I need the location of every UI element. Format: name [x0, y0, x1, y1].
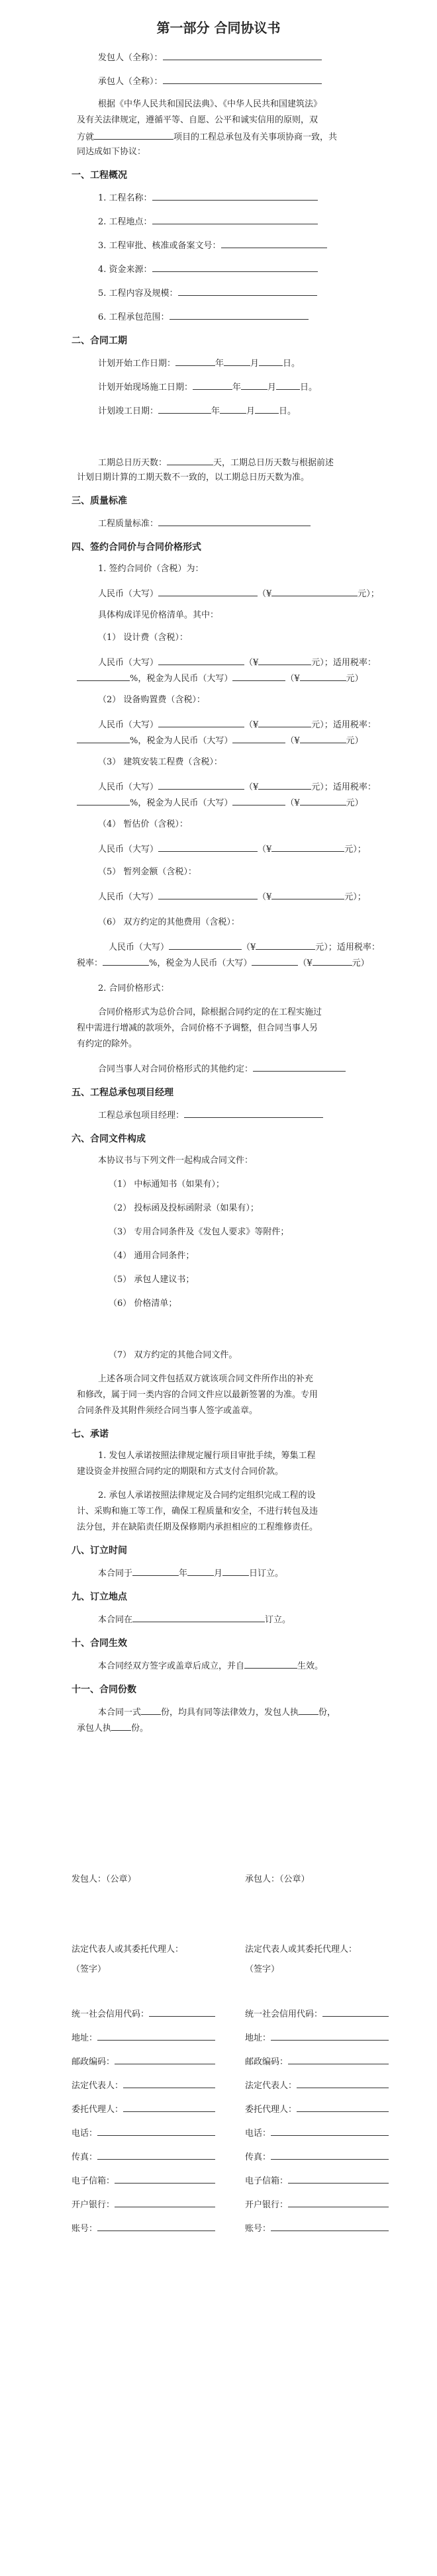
yen-label: （¥: [285, 674, 300, 684]
rate-field[interactable]: [103, 957, 149, 966]
doc-item: （3） 专用合同条件及《发包人要求》等附件；: [109, 1227, 289, 1237]
year-field[interactable]: [132, 1567, 179, 1576]
day-field[interactable]: [255, 405, 279, 414]
s1-item-field[interactable]: [152, 216, 318, 224]
s1-item-label: 6. 工程承包范围：: [98, 312, 170, 322]
field-label: 地址：: [245, 2033, 271, 2043]
yen-label: （¥: [244, 782, 259, 792]
section-10-heading: 十、合同生效: [72, 1638, 127, 1649]
copies-total-field[interactable]: [141, 1706, 161, 1715]
rate-field[interactable]: [77, 735, 130, 743]
tax-yen-field[interactable]: [300, 672, 346, 681]
field-input[interactable]: [123, 2080, 215, 2088]
rmb-big-field[interactable]: [158, 843, 258, 852]
contractor-field-row: [245, 2080, 389, 2092]
yen-label: （¥: [244, 658, 259, 668]
employer-field-row: [72, 2175, 215, 2187]
section-2-heading: 二、合同工期: [72, 336, 127, 346]
employer-label: 发包人（全称）：: [98, 53, 163, 63]
field-label: 法定代表人：: [245, 2081, 297, 2091]
yen-field[interactable]: [258, 657, 311, 665]
day-label: 日。: [279, 406, 297, 416]
contractor-field-row: [245, 2151, 389, 2163]
doc-item: （6） 价格清单；: [109, 1299, 177, 1309]
month-field[interactable]: [187, 1567, 214, 1576]
contractor-field-row: [245, 2175, 389, 2187]
employer-field-row: [72, 2056, 215, 2068]
field-input[interactable]: [288, 2199, 389, 2207]
price-form-other: [98, 1063, 346, 1075]
field-label: 委托代理人：: [72, 2105, 124, 2115]
yen-label: （¥: [258, 589, 272, 599]
doc-item: （1） 中标通知书（如果有）；: [109, 1179, 224, 1189]
quality-line: [98, 518, 311, 529]
month-label: 月: [267, 383, 277, 392]
copies-a: 本合同一式: [98, 1708, 142, 1718]
price-item-6-line: [109, 941, 380, 953]
price-item-4: （4） 暂估价（含税）：: [98, 819, 188, 829]
intro-line-3b: 项目的工程总承包及有关事项协商一致，共: [173, 132, 338, 142]
rmb-big-field[interactable]: [158, 588, 258, 596]
s1-item-field[interactable]: [152, 263, 318, 272]
price-form-label: 2. 合同价格形式：: [98, 984, 170, 993]
contractor-seal: 承包人：（公章）: [245, 1874, 310, 1884]
effect-suffix: 生效。: [297, 1661, 324, 1671]
tax-yen-field[interactable]: [300, 797, 346, 805]
contract-price-line: [98, 588, 379, 600]
sign-place-suffix: 订立。: [265, 1615, 291, 1625]
rate-label: 适用税率：: [332, 782, 376, 792]
intro-line-3a: 方就: [77, 132, 95, 142]
copies-line-2: [77, 1722, 148, 1734]
section-11-heading: 十一、合同份数: [72, 1684, 136, 1695]
s1-item: [98, 216, 318, 228]
employer-field-row: [72, 2008, 215, 2020]
contractor-field-row: [245, 2008, 389, 2020]
rate-label: 适用税率：: [332, 720, 376, 730]
intro-line-3: [77, 131, 337, 143]
rate-label: 适用税率：: [332, 658, 376, 668]
rmb-big-field[interactable]: [158, 657, 244, 665]
month-label: 月: [250, 359, 260, 369]
field-label: 电子信箱：: [72, 2176, 115, 2186]
yen-label: （¥: [285, 736, 300, 746]
s1-item-label: 2. 工程地点：: [98, 217, 152, 227]
s1-item-label: 3. 工程审批、核准或备案文号：: [98, 241, 221, 251]
price-item-2-line: [98, 719, 376, 731]
intro-line-1: 根据《中华人民共和国民法典》、《中华人民共和国建筑法》: [98, 99, 322, 109]
tax-big-field[interactable]: [232, 797, 285, 805]
quality-field[interactable]: [158, 518, 311, 526]
section-6-heading: 六、合同文件构成: [72, 1134, 146, 1144]
page-title: 第一部分 合同协议书: [156, 20, 281, 36]
docs-intro: 本协议书与下列文件一起构成合同文件：: [98, 1156, 254, 1166]
field-input[interactable]: [271, 2032, 389, 2041]
section-1-heading: 一、工程概况: [72, 170, 127, 181]
section-9-heading: 九、订立地点: [72, 1592, 127, 1602]
s1-item-field[interactable]: [152, 192, 318, 201]
pm-line: [98, 1109, 323, 1121]
yuan-label: 元）；: [358, 589, 379, 599]
price-item-6-tax: [77, 957, 369, 969]
field-input[interactable]: [288, 2175, 389, 2184]
pm-label: 工程总承包项目经理：: [98, 1111, 185, 1121]
field-input[interactable]: [297, 2103, 389, 2112]
promise-2-line-2: 计、采购和施工等工作，确保工程质量和安全，不进行转包及违: [77, 1506, 318, 1516]
year-label: 年: [215, 359, 224, 369]
tax-text: %，税金为人民币（大写）: [130, 736, 233, 746]
tax-big-field[interactable]: [232, 672, 285, 681]
field-label: 账号：: [72, 2224, 98, 2234]
contractor-rep: 法定代表人或其委托代理人：: [245, 1945, 358, 1955]
sign-place-line: [98, 1614, 291, 1626]
yuan-label: 元）；: [311, 658, 333, 668]
month-field[interactable]: [224, 357, 250, 366]
price-item-1-tax: [77, 672, 364, 684]
doc-item: （7） 双方约定的其他合同文件。: [109, 1350, 238, 1360]
day-label: 日。: [300, 383, 318, 392]
header-contractor: [98, 75, 322, 87]
tax-text: %，税金为人民币（大写）: [149, 958, 252, 968]
yen-field[interactable]: [256, 941, 315, 950]
price-form-line-1: 合同价格形式为总价合同，除根据合同约定的在工程实施过: [98, 1007, 322, 1017]
employer-sig: （签字）: [72, 1964, 107, 1974]
field-label: 开户银行：: [245, 2200, 289, 2210]
effect-field[interactable]: [244, 1660, 297, 1669]
total-days-label: 工期总日历天数：: [98, 458, 168, 468]
yen-field[interactable]: [258, 719, 311, 727]
quality-label: 工程质量标准：: [98, 519, 159, 529]
price-item-3-tax: [77, 797, 364, 809]
contractor-field-row: [245, 2199, 389, 2211]
promise-2-line-3: 法分包，并在缺陷责任期及保修期内承担相应的工程维修责任。: [77, 1522, 318, 1532]
month-label: 月: [214, 1569, 223, 1579]
s1-item: [98, 192, 318, 204]
month-field[interactable]: [241, 381, 267, 390]
copies-contractor-field[interactable]: [111, 1722, 131, 1731]
field-label: 账号：: [245, 2224, 271, 2234]
price-item-4-line: [98, 843, 366, 855]
intro-line-4: 同达成如下协议：: [77, 147, 146, 157]
docs-para-1: 上述各项合同文件包括双方就该项合同文件所作出的补充: [98, 1374, 314, 1384]
year-field[interactable]: [158, 405, 211, 414]
s1-item-label: 5. 工程内容及规模：: [98, 289, 178, 299]
employer-field-row: [72, 2080, 215, 2092]
price-item-3-line: [98, 781, 376, 793]
yuan-label: 元）；: [344, 892, 366, 902]
promise-1-line-2: 建设资金并按照合同约定的期限和方式支付合同价款。: [77, 1467, 284, 1477]
copies-d: 承包人执: [77, 1724, 112, 1733]
field-input[interactable]: [115, 2199, 215, 2207]
contractor-label: 承包人（全称）：: [98, 77, 163, 87]
total-days-line-2: 计划日期计算的工期天数不一致的，以工期总日历天数为准。: [77, 473, 310, 483]
copies-e: 份。: [131, 1724, 149, 1733]
rmb-big-field[interactable]: [158, 781, 244, 790]
total-days-text: 天，工期总日历天数与根据前述: [213, 458, 334, 468]
day-field[interactable]: [222, 1567, 249, 1576]
header-employer: [98, 52, 322, 64]
rmb-big-field[interactable]: [158, 719, 244, 727]
month-field[interactable]: [220, 405, 246, 414]
field-input[interactable]: [297, 2080, 389, 2088]
doc-item: （4） 通用合同条件；: [109, 1251, 195, 1261]
total-days-field[interactable]: [167, 457, 213, 465]
s1-item-label: 4. 资金来源：: [98, 265, 152, 275]
tax-text: %，税金为人民币（大写）: [130, 798, 233, 808]
contractor-field-row: [245, 2223, 389, 2234]
finish-date-line: [98, 405, 296, 417]
price-form-other-field[interactable]: [253, 1063, 346, 1072]
rate-label: 适用税率：: [336, 943, 380, 952]
rmb-big-field[interactable]: [158, 891, 258, 899]
yuan-label: 元）: [352, 958, 369, 968]
yen-label: （¥: [244, 720, 259, 730]
rate-field[interactable]: [77, 797, 130, 805]
tax-yen-field[interactable]: [313, 957, 352, 966]
contractor-sig: （签字）: [245, 1964, 280, 1974]
tax-big-field[interactable]: [252, 957, 298, 966]
yen-label: （¥: [258, 892, 272, 902]
rmb-big-label: 人民币（大写）: [98, 658, 159, 668]
price-form-other-label: 合同当事人对合同价格形式的其他约定：: [98, 1064, 254, 1074]
field-input[interactable]: [97, 2151, 215, 2160]
field-label: 邮政编码：: [245, 2057, 289, 2067]
field-label: 开户银行：: [72, 2200, 115, 2210]
field-input[interactable]: [288, 2056, 389, 2064]
field-label: 法定代表人：: [72, 2081, 124, 2091]
field-input[interactable]: [97, 2032, 215, 2041]
s1-item-label: 1. 工程名称：: [98, 193, 152, 203]
year-label: 年: [232, 383, 242, 392]
price-form-line-2: 程中需进行增减的款项外，合同价格不予调整，但合同当事人另: [77, 1023, 318, 1033]
employer-field-row: [72, 2223, 215, 2234]
yuan-label: 元）；: [311, 720, 333, 730]
promise-2-line-1: 2. 承包人承诺按照法律规定及合同约定组织完成工程的设: [98, 1491, 316, 1500]
yuan-label: 元）；: [315, 943, 337, 952]
contractor-field[interactable]: [163, 75, 322, 84]
yen-label: （¥: [298, 958, 313, 968]
rate-field[interactable]: [77, 672, 130, 681]
employer-field-row: [72, 2103, 215, 2115]
s1-item-field[interactable]: [221, 240, 327, 248]
field-label: 电话：: [245, 2129, 271, 2139]
start-date-line: [98, 357, 300, 369]
day-label: 日。: [283, 359, 301, 369]
yuan-label: 元）: [346, 736, 364, 746]
price-item-3: （3） 建筑安装工程费（含税）：: [98, 757, 222, 767]
employer-field-row: [72, 2151, 215, 2163]
start-date-label: 计划开始工作日期：: [98, 359, 176, 369]
effect-line: [98, 1660, 323, 1672]
rmb-big-label: 人民币（大写）: [109, 943, 170, 952]
pm-field[interactable]: [184, 1109, 323, 1118]
field-input[interactable]: [271, 2127, 389, 2136]
field-input[interactable]: [97, 2127, 215, 2136]
sign-date-label: 本合同于: [98, 1569, 133, 1579]
field-label: 地址：: [72, 2033, 98, 2043]
s1-item: [98, 240, 327, 252]
field-label: 传真：: [72, 2152, 98, 2162]
tax-big-field[interactable]: [232, 735, 285, 743]
field-input[interactable]: [271, 2151, 389, 2160]
field-input[interactable]: [115, 2175, 215, 2184]
detail-line: 具体构成详见价格清单。其中：: [98, 610, 219, 620]
s1-item: [98, 287, 317, 299]
employer-field-row: [72, 2032, 215, 2044]
rmb-big-label: 人民币（大写）: [98, 845, 159, 854]
sign-date-line: [98, 1567, 283, 1579]
sign-place-label: 本合同在: [98, 1615, 133, 1625]
year-label: 年: [211, 406, 220, 416]
yen-field[interactable]: [258, 781, 311, 790]
total-days-line: [98, 457, 334, 469]
doc-item: （2） 投标函及投标函附录（如果有）；: [109, 1203, 259, 1213]
field-label: 邮政编码：: [72, 2057, 115, 2067]
day-field[interactable]: [259, 357, 283, 366]
contractor-field-row: [245, 2103, 389, 2115]
install-date-line: [98, 381, 317, 393]
employer-field[interactable]: [163, 52, 322, 60]
yuan-label: 元）；: [311, 782, 333, 792]
section-5-heading: 五、工程总承包项目经理: [72, 1087, 173, 1098]
price-form-line-3: 有约定的除外。: [77, 1039, 138, 1049]
contractor-field-row: [245, 2056, 389, 2068]
employer-field-row: [72, 2127, 215, 2139]
copies-line-1: [98, 1706, 336, 1718]
section-8-heading: 八、订立时间: [72, 1545, 127, 1556]
project-name-field[interactable]: [94, 131, 173, 140]
rmb-big-label: 人民币（大写）: [98, 589, 159, 599]
contractor-field-row: [245, 2127, 389, 2139]
year-field[interactable]: [175, 357, 215, 366]
s1-item: [98, 263, 318, 275]
rmb-big-label: 人民币（大写）: [98, 892, 159, 902]
price-item-2-tax: [77, 735, 364, 747]
contract-price-label: 1. 签约合同价（含税）为：: [98, 564, 204, 574]
field-input[interactable]: [322, 2008, 389, 2017]
yuan-label: 元）: [346, 798, 364, 808]
field-label: 统一社会信用代码：: [245, 2009, 323, 2019]
month-label: 月: [246, 406, 256, 416]
docs-para-3: 合同条件及其附件须经合同当事人签字或盖章。: [77, 1406, 258, 1416]
field-input[interactable]: [97, 2223, 215, 2231]
rate-word: 税率：: [77, 958, 103, 968]
section-7-heading: 七、承诺: [72, 1429, 109, 1440]
rmb-big-label: 人民币（大写）: [98, 720, 159, 730]
field-label: 委托代理人：: [245, 2105, 297, 2115]
price-item-5: （5） 暂列金额（含税）：: [98, 867, 197, 877]
employer-field-row: [72, 2199, 215, 2211]
yen-field[interactable]: [271, 891, 344, 899]
s1-item: [98, 311, 309, 323]
field-label: 电子信箱：: [245, 2176, 289, 2186]
yen-field[interactable]: [271, 843, 344, 852]
doc-item: （5） 承包人建议书；: [109, 1275, 195, 1285]
promise-1-line-1: 1. 发包人承诺按照法律规定履行项目审批手续，筹集工程: [98, 1451, 316, 1461]
field-input[interactable]: [271, 2223, 389, 2231]
day-field[interactable]: [276, 381, 300, 390]
field-input[interactable]: [115, 2056, 215, 2064]
price-item-6: （6） 双方约定的其他费用（含税）：: [98, 917, 240, 927]
tax-yen-field[interactable]: [300, 735, 346, 743]
contractor-field-row: [245, 2032, 389, 2044]
yen-label: （¥: [242, 943, 256, 952]
field-input[interactable]: [149, 2008, 215, 2017]
section-3-heading: 三、质量标准: [72, 496, 127, 506]
section-4-heading: 四、签约合同价与合同价格形式: [72, 542, 201, 553]
yen-label: （¥: [258, 845, 272, 854]
price-item-1: （1） 设计费（含税）：: [98, 633, 188, 643]
employer-rep: 法定代表人或其委托代理人：: [72, 1945, 184, 1955]
employer-seal: 发包人：（公章）: [72, 1874, 136, 1884]
finish-date-label: 计划竣工日期：: [98, 406, 159, 416]
field-label: 传真：: [245, 2152, 271, 2162]
yen-field[interactable]: [271, 588, 358, 596]
price-item-5-line: [98, 891, 366, 903]
day-label: 日订立。: [249, 1569, 284, 1579]
field-label: 统一社会信用代码：: [72, 2009, 150, 2019]
field-label: 电话：: [72, 2129, 98, 2139]
price-item-2: （2） 设备购置费（含税）：: [98, 695, 205, 705]
rmb-big-label: 人民币（大写）: [98, 782, 159, 792]
field-input[interactable]: [123, 2103, 215, 2112]
yen-label: （¥: [285, 798, 300, 808]
copies-employer-field[interactable]: [299, 1706, 318, 1715]
year-label: 年: [179, 1569, 188, 1579]
year-field[interactable]: [193, 381, 232, 390]
copies-b: 份，均具有同等法律效力，发包人执: [161, 1708, 299, 1718]
copies-c: 份，: [318, 1708, 336, 1718]
yuan-label: 元）；: [344, 845, 366, 854]
effect-label: 本合同经双方签字或盖章后成立，并自: [98, 1661, 245, 1671]
price-item-1-line: [98, 657, 376, 668]
tax-text: %，税金为人民币（大写）: [130, 674, 233, 684]
sign-place-field[interactable]: [132, 1614, 265, 1622]
rmb-big-field[interactable]: [169, 941, 242, 950]
yuan-label: 元）: [346, 674, 364, 684]
s1-item-field[interactable]: [178, 287, 317, 296]
docs-para-2: 和修改，属于同一类内容的合同文件应以最新签署的为准。专用: [77, 1390, 318, 1400]
install-date-label: 计划开始现场施工日期：: [98, 383, 193, 392]
s1-item-field[interactable]: [170, 311, 309, 320]
intro-line-2: 及有关法律规定，遵循平等、自愿、公平和诚实信用的原则，双: [77, 115, 318, 125]
